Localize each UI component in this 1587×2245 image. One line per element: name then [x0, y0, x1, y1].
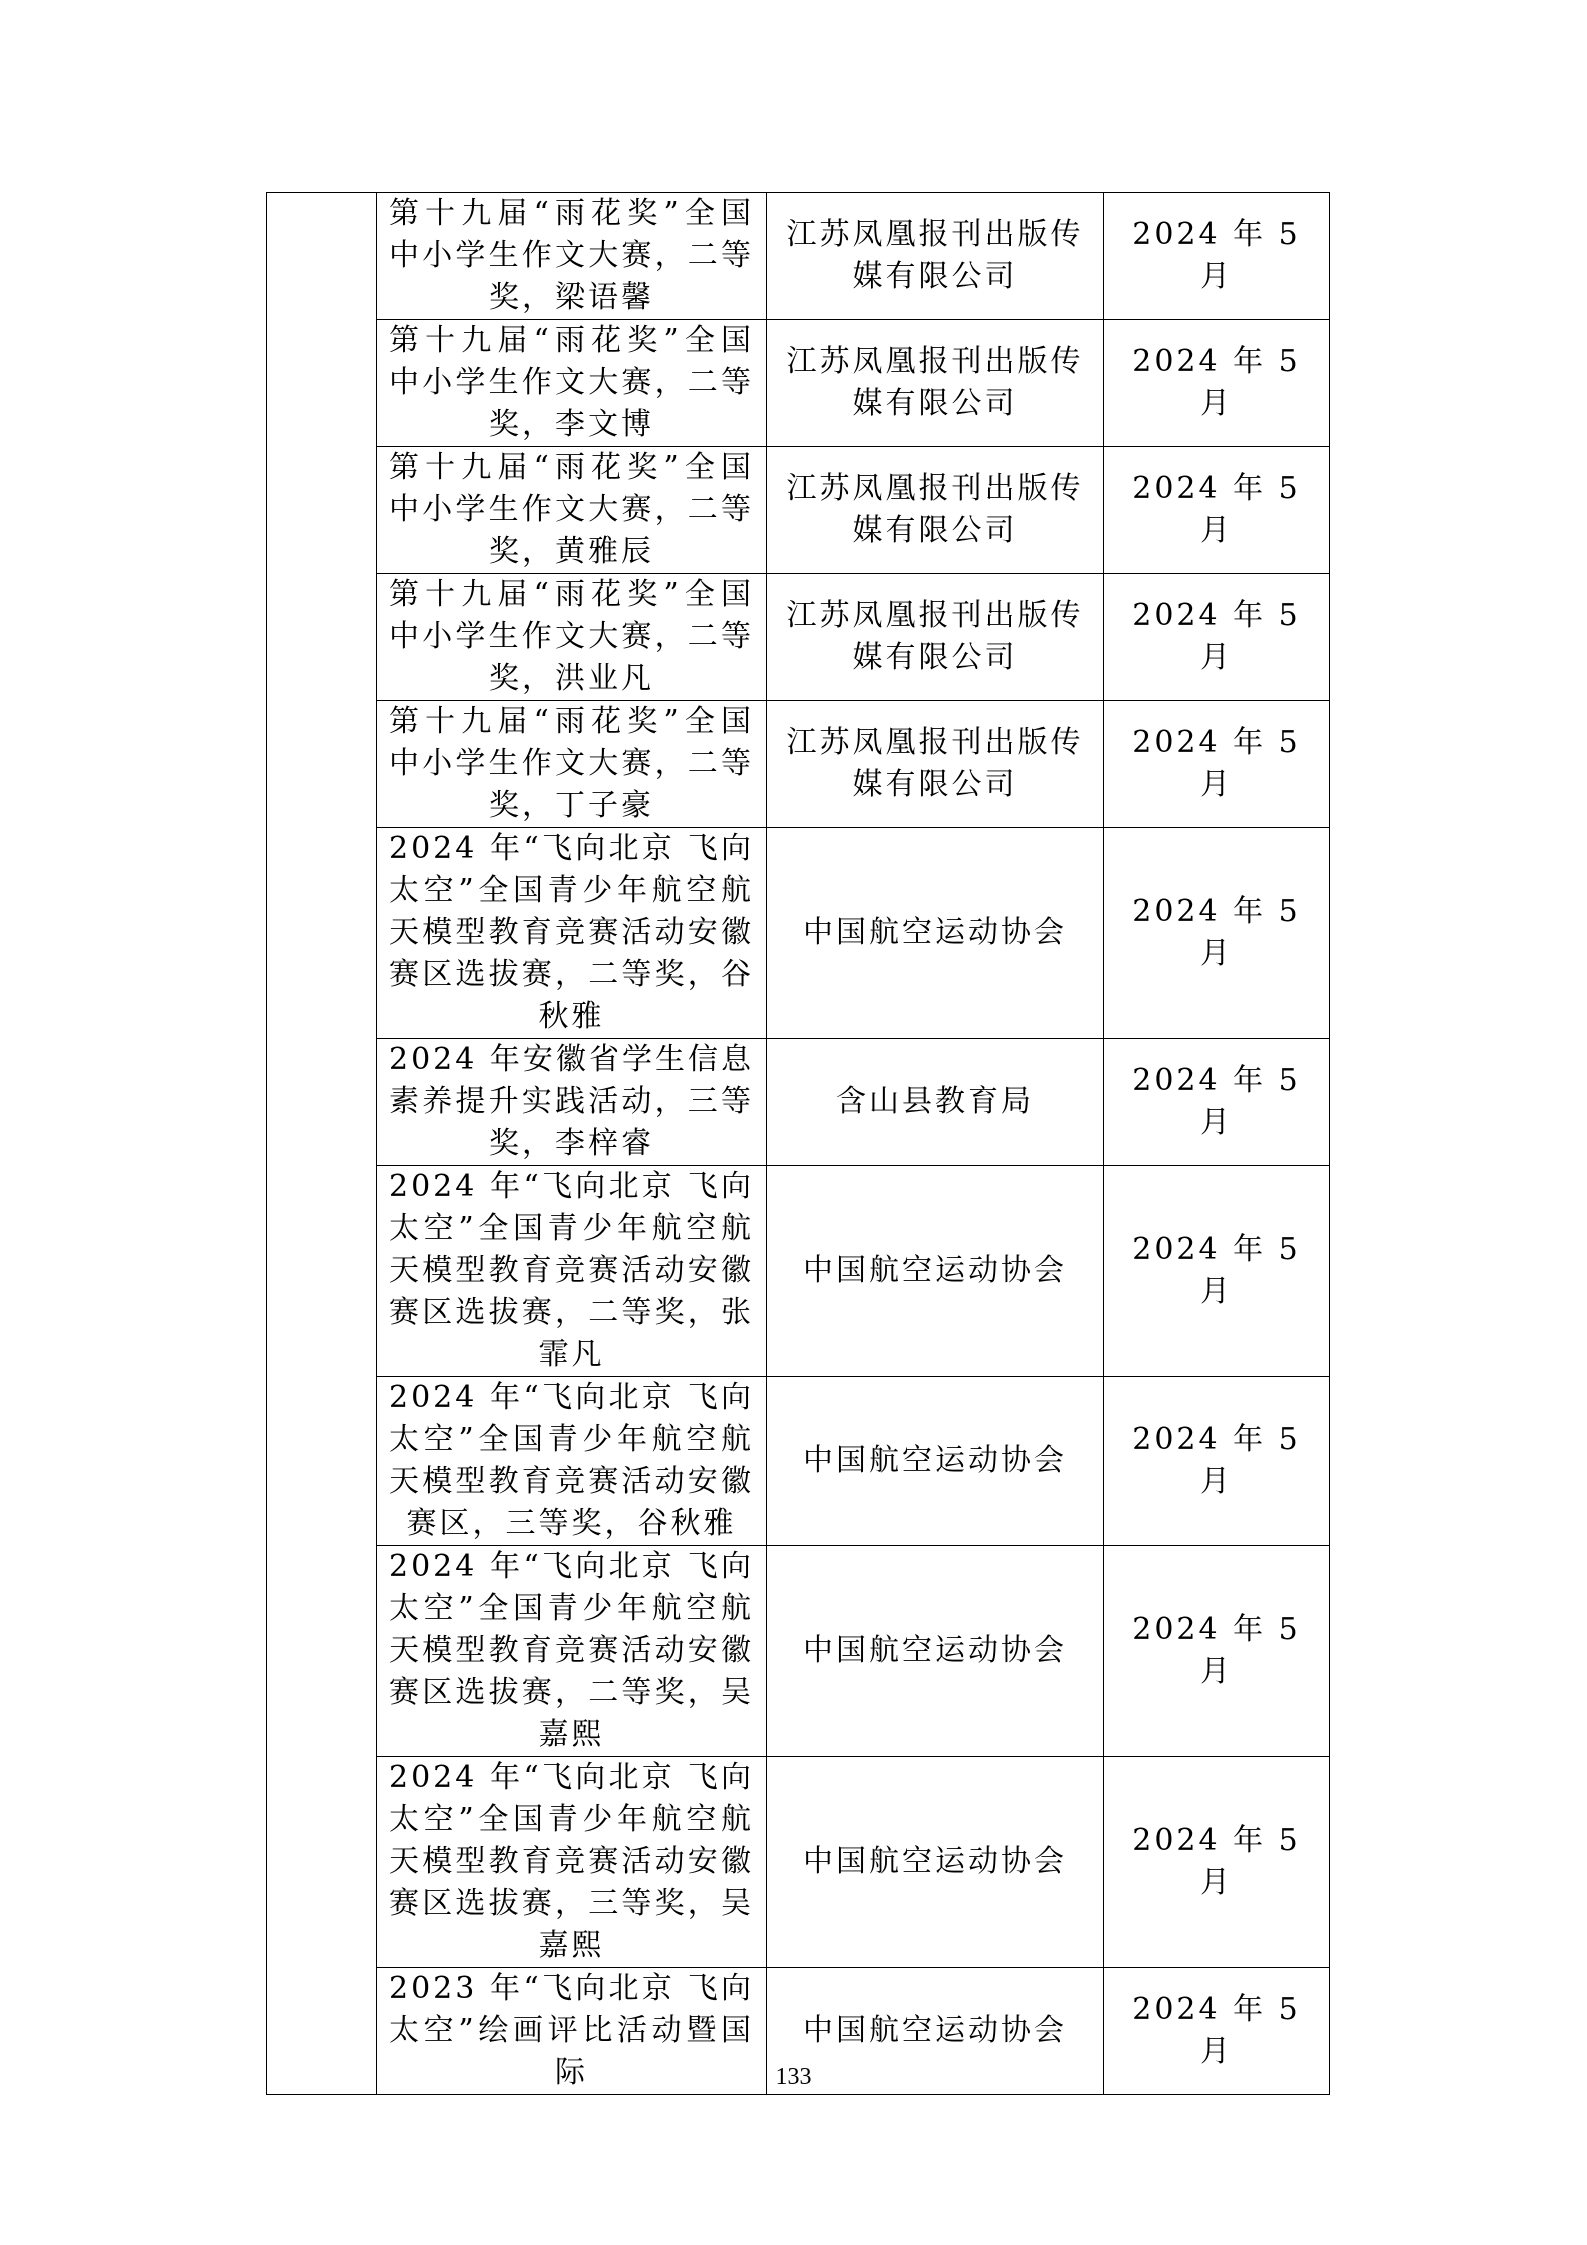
award-name-cell: 2024 年安徽省学生信息素养提升实践活动，三等奖，李梓睿	[377, 1039, 767, 1166]
award-name-cell: 2024 年“飞向北京 飞向太空”全国青少年航空航天模型教育竞赛活动安徽赛区选拔赛，二等奖，吴嘉熙	[377, 1546, 767, 1757]
award-date-cell: 2024 年 5 月	[1104, 1968, 1330, 2095]
award-date-cell: 2024 年 5 月	[1104, 447, 1330, 574]
issuer-cell: 中国航空运动协会	[767, 1377, 1104, 1546]
award-date-cell: 2024 年 5 月	[1104, 574, 1330, 701]
table-row	[267, 1546, 1330, 1757]
issuer-cell: 江苏凤凰报刊出版传媒有限公司	[767, 193, 1104, 320]
award-date-cell: 2024 年 5 月	[1104, 1546, 1330, 1757]
issuer-cell: 中国航空运动协会	[767, 1166, 1104, 1377]
award-date-cell: 2024 年 5 月	[1104, 1166, 1330, 1377]
issuer-cell: 中国航空运动协会	[767, 1757, 1104, 1968]
award-name-cell: 2024 年“飞向北京 飞向太空”全国青少年航空航天模型教育竞赛活动安徽赛区选拔赛，二等奖，谷秋雅	[377, 828, 767, 1039]
award-date-cell: 2024 年 5 月	[1104, 1039, 1330, 1166]
award-date-cell: 2024 年 5 月	[1104, 193, 1330, 320]
award-name-cell: 2024 年“飞向北京 飞向太空”全国青少年航空航天模型教育竞赛活动安徽赛区，三等奖，谷秋雅	[377, 1377, 767, 1546]
award-date-cell: 2024 年 5 月	[1104, 1757, 1330, 1968]
award-name-cell: 第十九届“雨花奖”全国中小学生作文大赛，二等奖，洪业凡	[377, 574, 767, 701]
award-name-cell: 2024 年“飞向北京 飞向太空”全国青少年航空航天模型教育竞赛活动安徽赛区选拔赛，二等奖，张霏凡	[377, 1166, 767, 1377]
table-row	[267, 1757, 1330, 1968]
award-name-cell: 第十九届“雨花奖”全国中小学生作文大赛，二等奖，黄雅辰	[377, 447, 767, 574]
issuer-cell: 江苏凤凰报刊出版传媒有限公司	[767, 447, 1104, 574]
award-name-cell: 2024 年“飞向北京 飞向太空”全国青少年航空航天模型教育竞赛活动安徽赛区选拔赛，三等奖，吴嘉熙	[377, 1757, 767, 1968]
table-row	[267, 828, 1330, 1039]
issuer-cell: 中国航空运动协会	[767, 1546, 1104, 1757]
award-date-cell: 2024 年 5 月	[1104, 828, 1330, 1039]
award-name-cell: 第十九届“雨花奖”全国中小学生作文大赛，二等奖，梁语馨	[377, 193, 767, 320]
table-row	[267, 193, 1330, 320]
issuer-cell: 含山县教育局	[767, 1039, 1104, 1166]
award-date-cell: 2024 年 5 月	[1104, 1377, 1330, 1546]
award-date-cell: 2024 年 5 月	[1104, 701, 1330, 828]
award-date-cell: 2024 年 5 月	[1104, 320, 1330, 447]
table-row	[267, 1039, 1330, 1166]
issuer-cell: 江苏凤凰报刊出版传媒有限公司	[767, 701, 1104, 828]
table-row	[267, 574, 1330, 701]
table-row	[267, 701, 1330, 828]
issuer-cell: 中国航空运动协会	[767, 1968, 1104, 2095]
award-name-cell: 第十九届“雨花奖”全国中小学生作文大赛，二等奖，丁子豪	[377, 701, 767, 828]
award-table-body	[267, 193, 1330, 2095]
category-cell	[267, 193, 377, 2095]
award-name-cell: 第十九届“雨花奖”全国中小学生作文大赛，二等奖，李文博	[377, 320, 767, 447]
award-table	[266, 192, 1330, 2095]
issuer-cell: 江苏凤凰报刊出版传媒有限公司	[767, 574, 1104, 701]
table-row	[267, 1377, 1330, 1546]
page-number: 133	[775, 2064, 812, 2090]
table-row	[267, 1166, 1330, 1377]
issuer-cell: 中国航空运动协会	[767, 828, 1104, 1039]
award-name-cell: 2023 年“飞向北京 飞向太空”绘画评比活动暨国际	[377, 1968, 767, 2095]
issuer-cell: 江苏凤凰报刊出版传媒有限公司	[767, 320, 1104, 447]
table-row	[267, 447, 1330, 574]
table-row	[267, 320, 1330, 447]
